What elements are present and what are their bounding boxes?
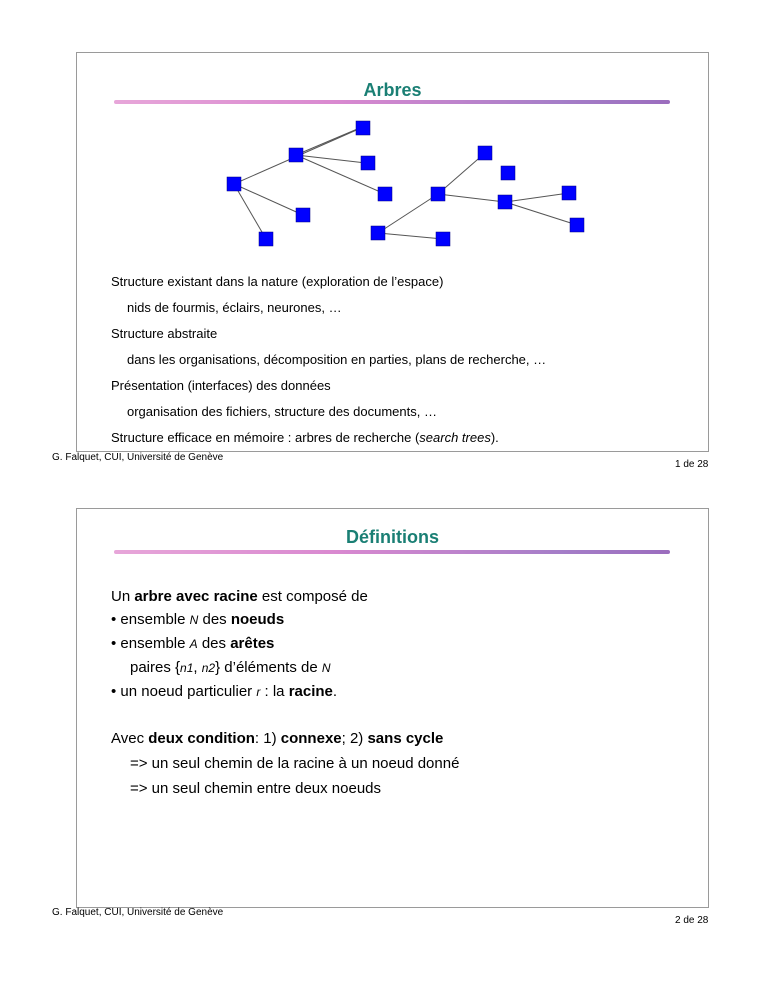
text-segment: est composé de bbox=[257, 588, 368, 605]
spacer bbox=[111, 704, 459, 727]
title-underline bbox=[114, 550, 670, 554]
text-line: organisation des fichiers, structure des documents, … bbox=[127, 404, 437, 419]
page-number: 1 de 28 bbox=[675, 459, 709, 470]
text-segment: ; 2) bbox=[341, 730, 368, 747]
text-segment: Structure efficace en mémoire : arbres de recherche ( bbox=[111, 430, 420, 445]
text-bold: arbre avec racine bbox=[134, 588, 258, 605]
text-line: Structure abstraite bbox=[111, 326, 218, 341]
text-segment: • ensemble bbox=[111, 611, 190, 628]
slide-body bbox=[111, 585, 459, 800]
tree-illustration bbox=[77, 53, 710, 253]
text-segment: Un bbox=[111, 588, 135, 605]
tree-node bbox=[296, 208, 310, 222]
text-segment: des bbox=[198, 611, 231, 628]
text-segment: des bbox=[197, 635, 231, 652]
text-line bbox=[111, 727, 459, 750]
text-line bbox=[111, 632, 459, 656]
text-line bbox=[111, 656, 459, 680]
tree-node bbox=[378, 187, 392, 201]
text-segment: • ensemble bbox=[111, 635, 190, 652]
text-line: nids de fourmis, éclairs, neurones, … bbox=[127, 300, 342, 315]
slide-definitions bbox=[76, 508, 709, 908]
tree-nodes bbox=[227, 121, 584, 246]
text-italic: A bbox=[189, 637, 198, 651]
text-segment: , bbox=[193, 659, 202, 676]
text-bold: sans cycle bbox=[367, 730, 444, 747]
tree-node bbox=[498, 195, 512, 209]
tree-node bbox=[478, 146, 492, 160]
text-segment: : la bbox=[260, 683, 289, 700]
text-segment: ). bbox=[490, 430, 499, 445]
text-line: => un seul chemin entre deux noeuds bbox=[130, 780, 382, 797]
tree-node bbox=[436, 232, 450, 246]
slide-title: Arbres bbox=[363, 80, 422, 100]
tree-node bbox=[431, 187, 445, 201]
tree-node bbox=[570, 218, 584, 232]
text-segment: • un noeud particulier bbox=[111, 683, 257, 700]
text-italic: N bbox=[321, 661, 331, 675]
page-number: 2 de 28 bbox=[675, 915, 709, 926]
text-bold: connexe bbox=[280, 730, 342, 747]
tree-node bbox=[356, 121, 370, 135]
text-italic: N bbox=[189, 613, 199, 627]
text-line bbox=[111, 608, 459, 632]
tree-node bbox=[259, 232, 273, 246]
tree-node bbox=[562, 186, 576, 200]
slide-title: Définitions bbox=[346, 527, 439, 547]
text-italic: n2 bbox=[201, 661, 216, 675]
slide-arbres bbox=[76, 52, 709, 452]
text-line: Présentation (interfaces) des données bbox=[111, 378, 331, 393]
text-italic: search trees bbox=[419, 430, 491, 445]
text-segment: Avec bbox=[111, 730, 149, 747]
tree-node bbox=[227, 177, 241, 191]
text-bold: arêtes bbox=[230, 635, 275, 652]
tree-node bbox=[289, 148, 303, 162]
tree-node bbox=[501, 166, 515, 180]
text-line: => un seul chemin de la racine à un noeud donné bbox=[130, 755, 460, 772]
text-bold: racine bbox=[288, 683, 333, 700]
text-line bbox=[111, 585, 459, 608]
text-italic: n1 bbox=[180, 661, 194, 675]
text-line: dans les organisations, décomposition en parties, plans de recherche, … bbox=[127, 352, 547, 367]
footer-author: G. Falquet, CUI, Université de Genève bbox=[52, 452, 224, 463]
tree-node bbox=[361, 156, 375, 170]
text-bold: noeuds bbox=[230, 611, 285, 628]
tree-node bbox=[371, 226, 385, 240]
text-italic: r bbox=[256, 685, 261, 699]
text-bold: deux condition bbox=[148, 730, 255, 747]
text-segment: paires { bbox=[130, 659, 181, 676]
footer-author: G. Falquet, CUI, Université de Genève bbox=[52, 907, 224, 918]
text-line bbox=[111, 425, 546, 451]
text-line bbox=[111, 680, 459, 704]
text-segment: : 1) bbox=[254, 730, 281, 747]
slide-body bbox=[111, 269, 546, 451]
text-segment: . bbox=[332, 683, 338, 700]
text-line: Structure existant dans la nature (exploration de l’espace) bbox=[111, 274, 444, 289]
text-segment: } d’éléments de bbox=[215, 659, 322, 676]
tree-edges bbox=[234, 127, 577, 239]
